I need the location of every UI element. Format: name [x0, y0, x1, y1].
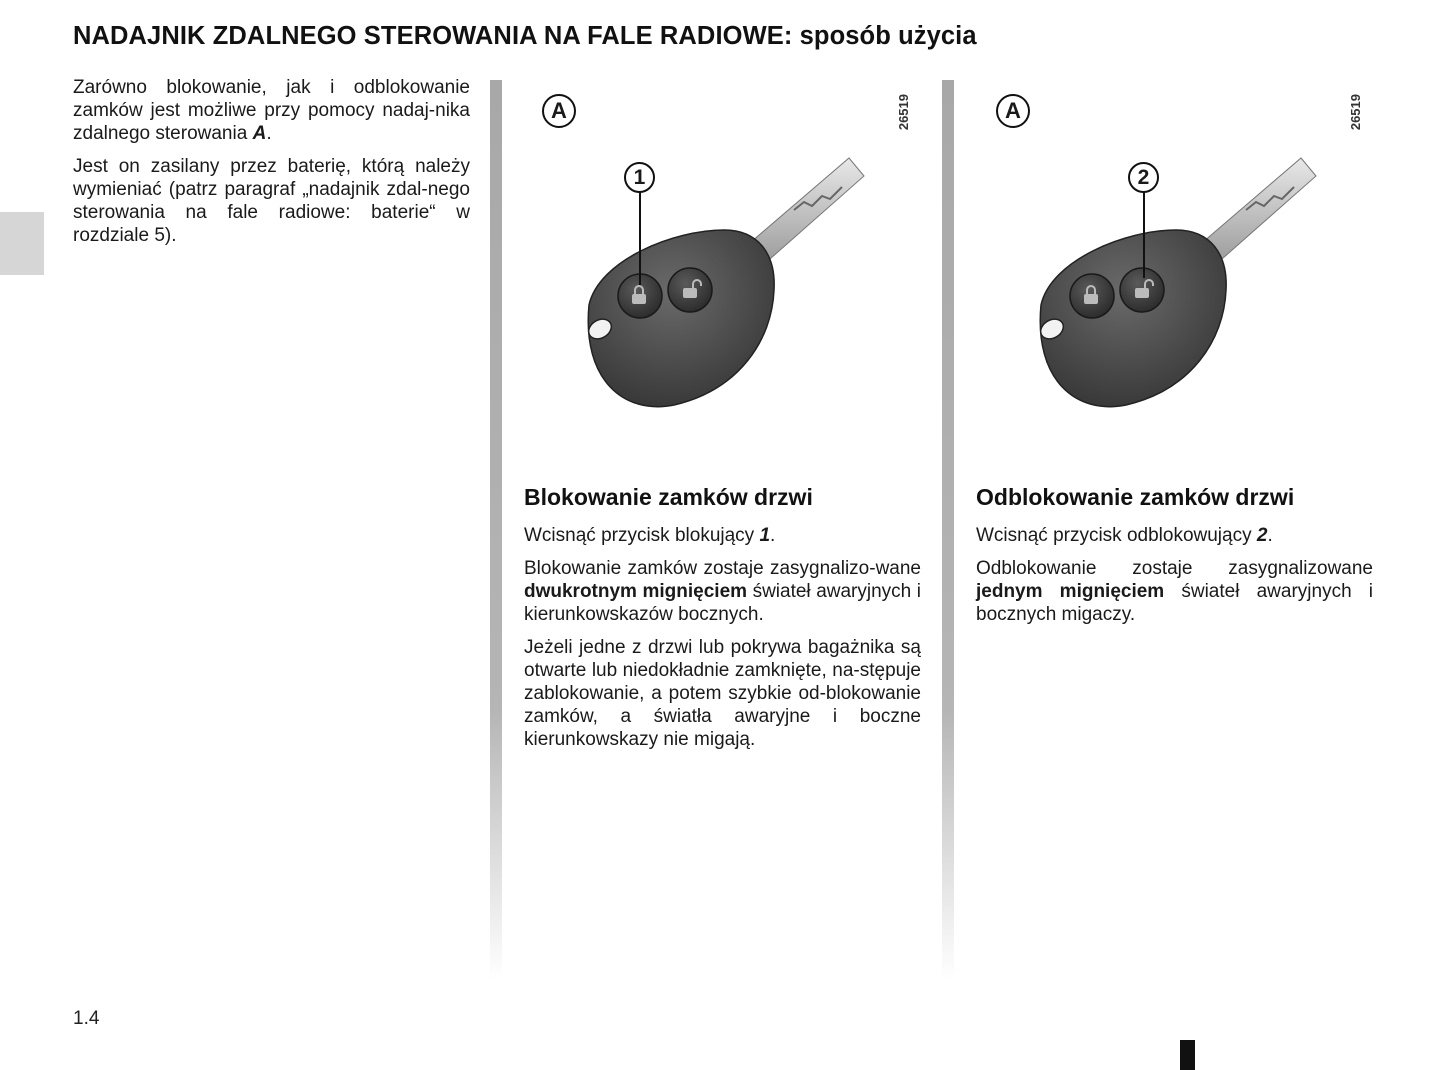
intro-column	[73, 76, 470, 257]
unlocking-paragraph-2	[976, 557, 1373, 626]
key-body	[588, 230, 774, 407]
intro-p1-ref: A	[252, 123, 267, 144]
corner-mark	[1180, 1040, 1195, 1070]
figure-lock	[504, 80, 944, 460]
locking-paragraph-2	[524, 557, 921, 626]
locking-heading: Blokowanie zamków drzwi	[524, 484, 813, 510]
unlocking-p1-text: Wcisnąć przycisk odblokowujący	[976, 525, 1257, 546]
intro-paragraph-1	[73, 76, 470, 145]
figure-label-a: A	[996, 94, 1030, 128]
locking-p1-text: Wcisnąć przycisk blokujący	[524, 525, 760, 546]
page-title-sub: sposób użycia	[799, 22, 977, 50]
unlocking-paragraph-1	[976, 524, 1373, 547]
unlocking-p2-bold: jednym mignięciem	[976, 581, 1165, 602]
unlocking-p2-text: Odblokowanie zostaje zasygnalizowane	[976, 558, 1373, 579]
unlocking-p2-end: świateł awaryjnych i bocznych migaczy.	[976, 581, 1374, 625]
lock-button-1	[1070, 274, 1114, 318]
unlocking-heading: Odblokowanie zamków drzwi	[976, 484, 1295, 510]
page-title-main: NADAJNIK ZDALNEGO STEROWANIA NA FALE RADIOWE:	[73, 22, 793, 50]
figure-code: 26519	[896, 94, 911, 131]
unlocking-p1-ref: 2	[1256, 525, 1268, 546]
locking-p1-ref: 1	[759, 525, 771, 546]
figure-code: 26519	[1348, 94, 1363, 131]
locking-p1-end: .	[770, 525, 776, 546]
intro-paragraph-2: Jest on zasilany przez baterię, którą należy wymieniać (patrz paragraf „nadajnik zdal-nego sterowania na fale radiowe: baterie“ w rozdziale 5).	[73, 156, 470, 246]
unlocking-section	[976, 480, 1373, 636]
unlocking-p1-end: .	[1267, 525, 1273, 546]
column-divider-left	[490, 80, 502, 980]
key-body	[1040, 230, 1226, 407]
unlock-button-2	[1120, 268, 1164, 312]
locking-p2-end: świateł awaryjnych i kierunkowskazów bocznych.	[524, 581, 921, 625]
intro-p1-end: .	[266, 123, 272, 144]
locking-paragraph-3: Jeżeli jedne z drzwi lub pokrywa bagażnika są otwarte lub niedokładnie zamknięte, na-stępuje zablokowanie, a potem szybkie od-blokowanie zamków, a światła awaryjne i boczne kierunkowskazy nie migają.	[524, 637, 921, 750]
locking-paragraph-1	[524, 524, 921, 547]
intro-p1-text: Zarówno blokowanie, jak i odblokowanie zamków jest możliwe przy pomocy nadaj-nika zdalnego sterowania	[73, 77, 470, 144]
locking-p2-text: Blokowanie zamków zostaje zasygnalizo-wane	[524, 558, 921, 579]
chapter-tab	[0, 212, 44, 275]
locking-section	[524, 480, 921, 761]
figure-label-a: A	[542, 94, 576, 128]
locking-p2-bold: dwukrotnym mignięciem	[524, 581, 748, 602]
remote-key-illustration	[956, 80, 1396, 460]
page-number: 1.4	[73, 1008, 100, 1029]
unlock-button-2	[668, 268, 712, 312]
remote-key-illustration	[504, 80, 944, 460]
callout-2: 2	[1128, 162, 1159, 193]
callout-1: 1	[624, 162, 655, 193]
page-title	[73, 22, 977, 51]
figure-unlock	[956, 80, 1396, 460]
